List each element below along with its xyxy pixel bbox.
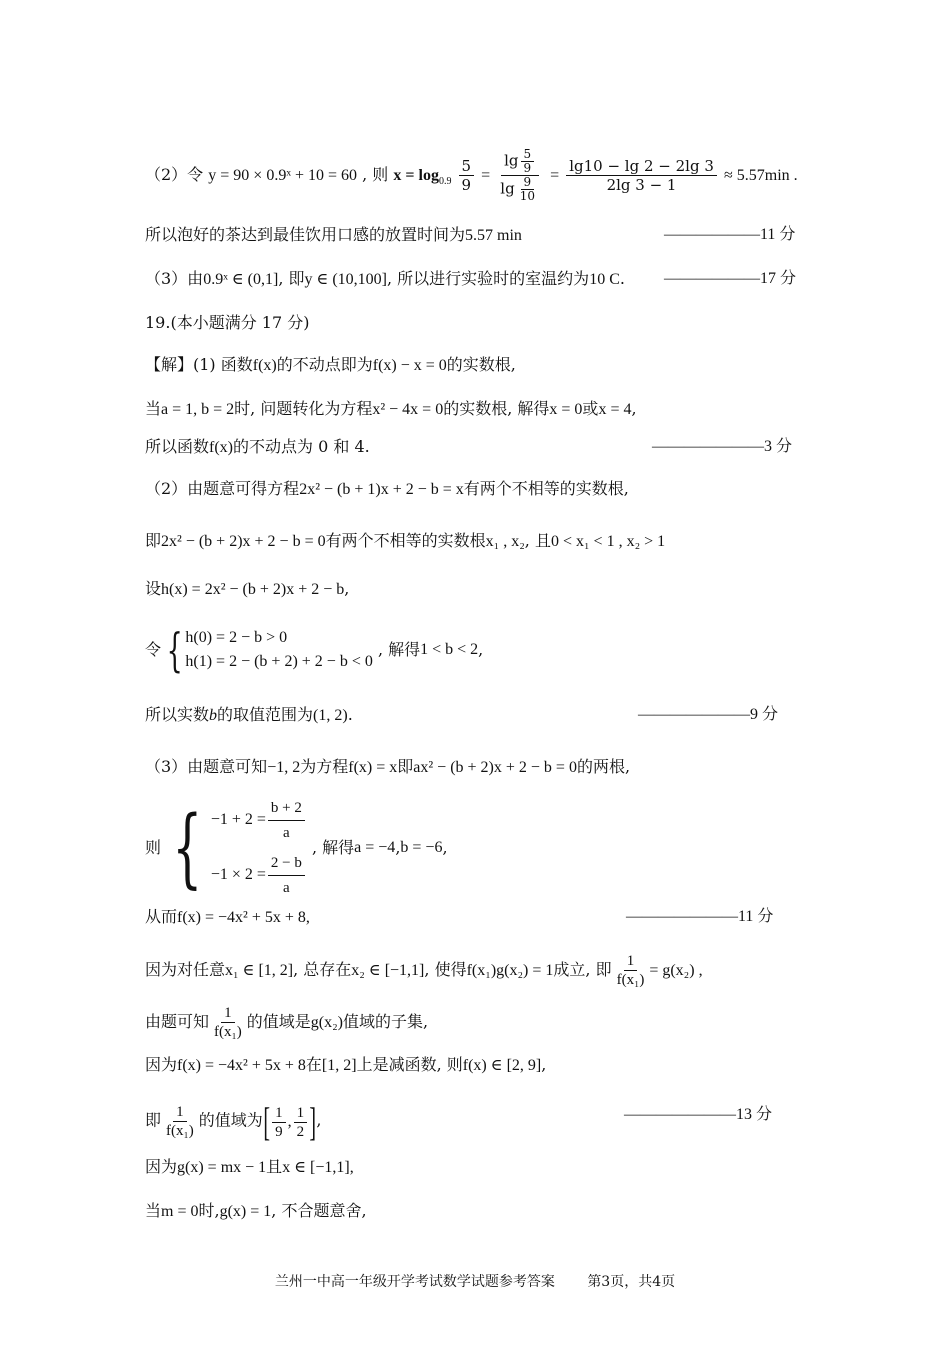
question-19-heading: 19.(本小题满分 17 分) [145, 313, 310, 332]
brace-system-vieta: { −1 + 2 = $\frac{b + 2}{a}$ −1 × 2 = $\frac{2 - b}{a}$ [166, 796, 307, 900]
line-forall-exists: 因为对任意x₁ ∈ [1, 2], 总存在x₂ ∈ [−1,1], 使得f(x₁)g(x₂) = 1成立, 即 $\frac{1}{\text{f(x₁)}}$ = g(x₂) , [145, 953, 703, 988]
line-fixed-point-def: 【解】(1) 函数f(x)的不动点即为f(x) − x = 0的实数根, [145, 355, 516, 374]
fraction-lg-expanded: $\frac{\lg 10 - \lg 2 - 2\lg 3}{2\lg 3 - 1}$ [566, 157, 717, 194]
line-subset: 由题可知 $\frac{1}{\text{f(x₁)}}$ 的值域是g(x₂)值域的子集, [145, 1005, 429, 1040]
score-11: ——————11 分 [664, 226, 796, 243]
line-part2-equation-19: （2）由题意可得方程2x² − (b + 1)x + 2 − b = x有两个不相等的实数根, [145, 479, 629, 498]
math: ≈ 5.57min . [723, 167, 798, 184]
line-part2-equation: （2）令 y = 90 × 0.9ˣ + 10 = 60 , 则 $x = \log_{0.9}$ $\frac{5}{9}$ = lg $\frac{5}{9}$ lg $\frac{9}{10}$ = $\frac{\lg 10 - \lg 2 - 2\lg 3}{2\lg 3 - 1}$ ≈ 5.57min . [145, 147, 798, 203]
line-define-h: 设h(x) = 2x² − (b + 2)x + 2 − b, [145, 579, 350, 598]
score-3: ———————3 分 [652, 438, 793, 455]
page-footer [0, 1272, 950, 1292]
line-inequality-system: 令 { h(0) = 2 − b > 0 h(1) = 2 − (b + 2) + 2 − b < 0 , 解得1 < b < 2, [145, 623, 484, 677]
fraction-5-9: $\frac{5}{9}$ [459, 157, 475, 194]
footer-title: 兰州一中高一年级开学考试数学试题参考答案 [274, 1274, 555, 1290]
line-part3-roots: （3）由题意可知−1, 2为方程f(x) = x即ax² − (b + 2)x + 2 − b = 0的两根, [145, 757, 631, 776]
line-g-def: 因为g(x) = mx − 1且x ∈ [−1,1], [145, 1157, 354, 1176]
line-m-zero: 当m = 0时,g(x) = 1, 不合题意舍, [145, 1201, 367, 1220]
math-sub: 0.9 [438, 176, 452, 187]
line-vieta-system: 则 { −1 + 2 = $\frac{b + 2}{a}$ −1 × 2 = $\frac{2 - b}{a}$ , 解得a = −4,b = −6, [145, 798, 448, 898]
line-decreasing: 因为f(x) = −4x² + 5x + 8在[1, 2]上是减函数, 则f(x) ∈ [2, 9], [145, 1055, 547, 1074]
line-two-roots: 即2x² − (b + 2)x + 2 − b = 0有两个不相等的实数根x₁ , x₂, 且0 < x₁ < 1 , x₂ > 1 [145, 531, 666, 550]
footer-page-number: 第3页，共4页 [587, 1274, 676, 1290]
score-13: ———————13 分 [624, 1106, 773, 1123]
score-9: ———————9 分 [638, 706, 779, 723]
score-17: ——————17 分 [664, 270, 797, 287]
math: y = 90 × 0.9ˣ + 10 = 60 [208, 167, 357, 184]
score-11b: ———————11 分 [626, 908, 774, 925]
brace-system: { h(0) = 2 − b > 0 h(1) = 2 − (b + 2) + 2 − b < 0 [166, 623, 373, 677]
line-f-result: 从而f(x) = −4x² + 5x + 8, [145, 907, 310, 926]
line-a1-b2-case: 当a = 1, b = 2时, 问题转化为方程x² − 4x = 0的实数根, 解得x = 0或x = 4, [145, 399, 637, 418]
text: , 则 [362, 165, 389, 184]
line-part3-room-temp: （3）由0.9ˣ ∈ (0,1], 即y ∈ (10,100], 所以进行实验时的室温约为10 C. [145, 269, 625, 288]
line-range-reciprocal: 即 $\frac{1}{\text{f(x₁)}}$ 的值域为[ $\frac{1}{9}$ , $\frac{1}{2}$ ], [145, 1099, 322, 1144]
math: x = log [393, 167, 439, 184]
fraction-lg-ratio: lg $\frac{5}{9}$ lg $\frac{9}{10}$ [497, 148, 543, 203]
line-best-time: 所以泡好的茶达到最佳饮用口感的放置时间为5.57 min [145, 225, 522, 244]
text: （2）令 [145, 165, 204, 184]
line-fixed-points-result: 所以函数f(x)的不动点为 0 和 4. [145, 437, 370, 456]
line-b-range: 所以实数b的取值范围为(1, 2). [145, 705, 353, 724]
